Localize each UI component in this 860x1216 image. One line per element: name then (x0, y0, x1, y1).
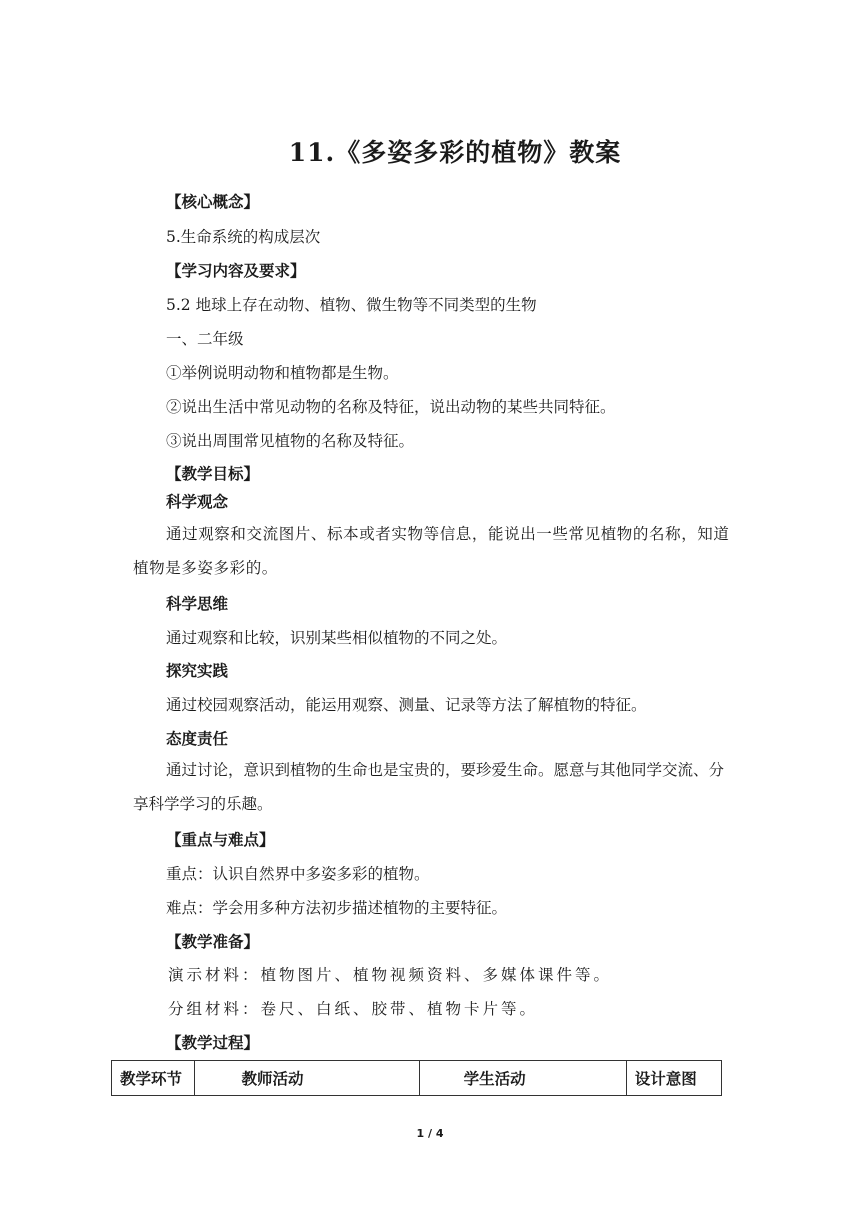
goal-1-text: 通过观察和交流图片、标本或者实物等信息，能说出一些常见植物的名称，知道植物是多姿多彩的。 (133, 525, 730, 577)
goal-3-text: 通过校园观察活动，能运用观察、测量、记录等方法了解植物的特征。 (166, 696, 647, 714)
demo-materials: 演示材料：植物图片、植物视频资料、多媒体课件等。 (168, 966, 613, 984)
goal-2-text: 通过观察和比较，识别某些相似植物的不同之处。 (166, 629, 508, 647)
key-points-heading: 【重点与难点】 (166, 830, 275, 849)
process-heading: 【教学过程】 (166, 1033, 260, 1052)
requirement-3: ③说出周围常见植物的名称及特征。 (166, 432, 415, 450)
core-concept-item: 5.生命系统的构成层次 (166, 228, 321, 246)
column-header: 教学环节 (112, 1061, 195, 1096)
page-number: 1 / 4 (416, 1127, 444, 1140)
learning-item: 5.2 地球上存在动物、植物、微生物等不同类型的生物 (166, 296, 537, 314)
column-header: 教师活动 (195, 1061, 419, 1096)
table-header-row (112, 1061, 722, 1096)
requirement-1: ①举例说明动物和植物都是生物。 (166, 364, 399, 382)
key-point: 重点：认识自然界中多姿多彩的植物。 (166, 865, 430, 883)
prep-heading: 【教学准备】 (166, 932, 260, 951)
difficult-point: 难点：学会用多种方法初步描述植物的主要特征。 (166, 899, 508, 917)
core-concept-heading: 【核心概念】 (166, 192, 260, 211)
column-header: 设计意图 (626, 1061, 721, 1096)
learning-heading: 【学习内容及要求】 (166, 261, 306, 280)
process-table (111, 1060, 722, 1096)
goal-2-title: 科学思维 (166, 594, 229, 613)
goal-4-title: 态度责任 (166, 729, 229, 748)
grade-label: 一、二年级 (166, 330, 244, 348)
page-title: 11.《多姿多彩的植物》教案 (288, 138, 622, 167)
column-header: 学生活动 (419, 1061, 626, 1096)
goals-heading: 【教学目标】 (166, 464, 260, 483)
group-materials: 分组材料：卷尺、白纸、胶带、植物卡片等。 (168, 1000, 539, 1018)
goal-3-title: 探究实践 (166, 661, 229, 680)
goal-4-text: 通过讨论，意识到植物的生命也是宝贵的，要珍爱生命。愿意与其他同学交流、分享科学学习的乐趣。 (133, 761, 725, 813)
requirement-2: ②说出生活中常见动物的名称及特征，说出动物的某些共同特征。 (166, 398, 616, 416)
goal-1-title: 科学观念 (166, 492, 229, 511)
